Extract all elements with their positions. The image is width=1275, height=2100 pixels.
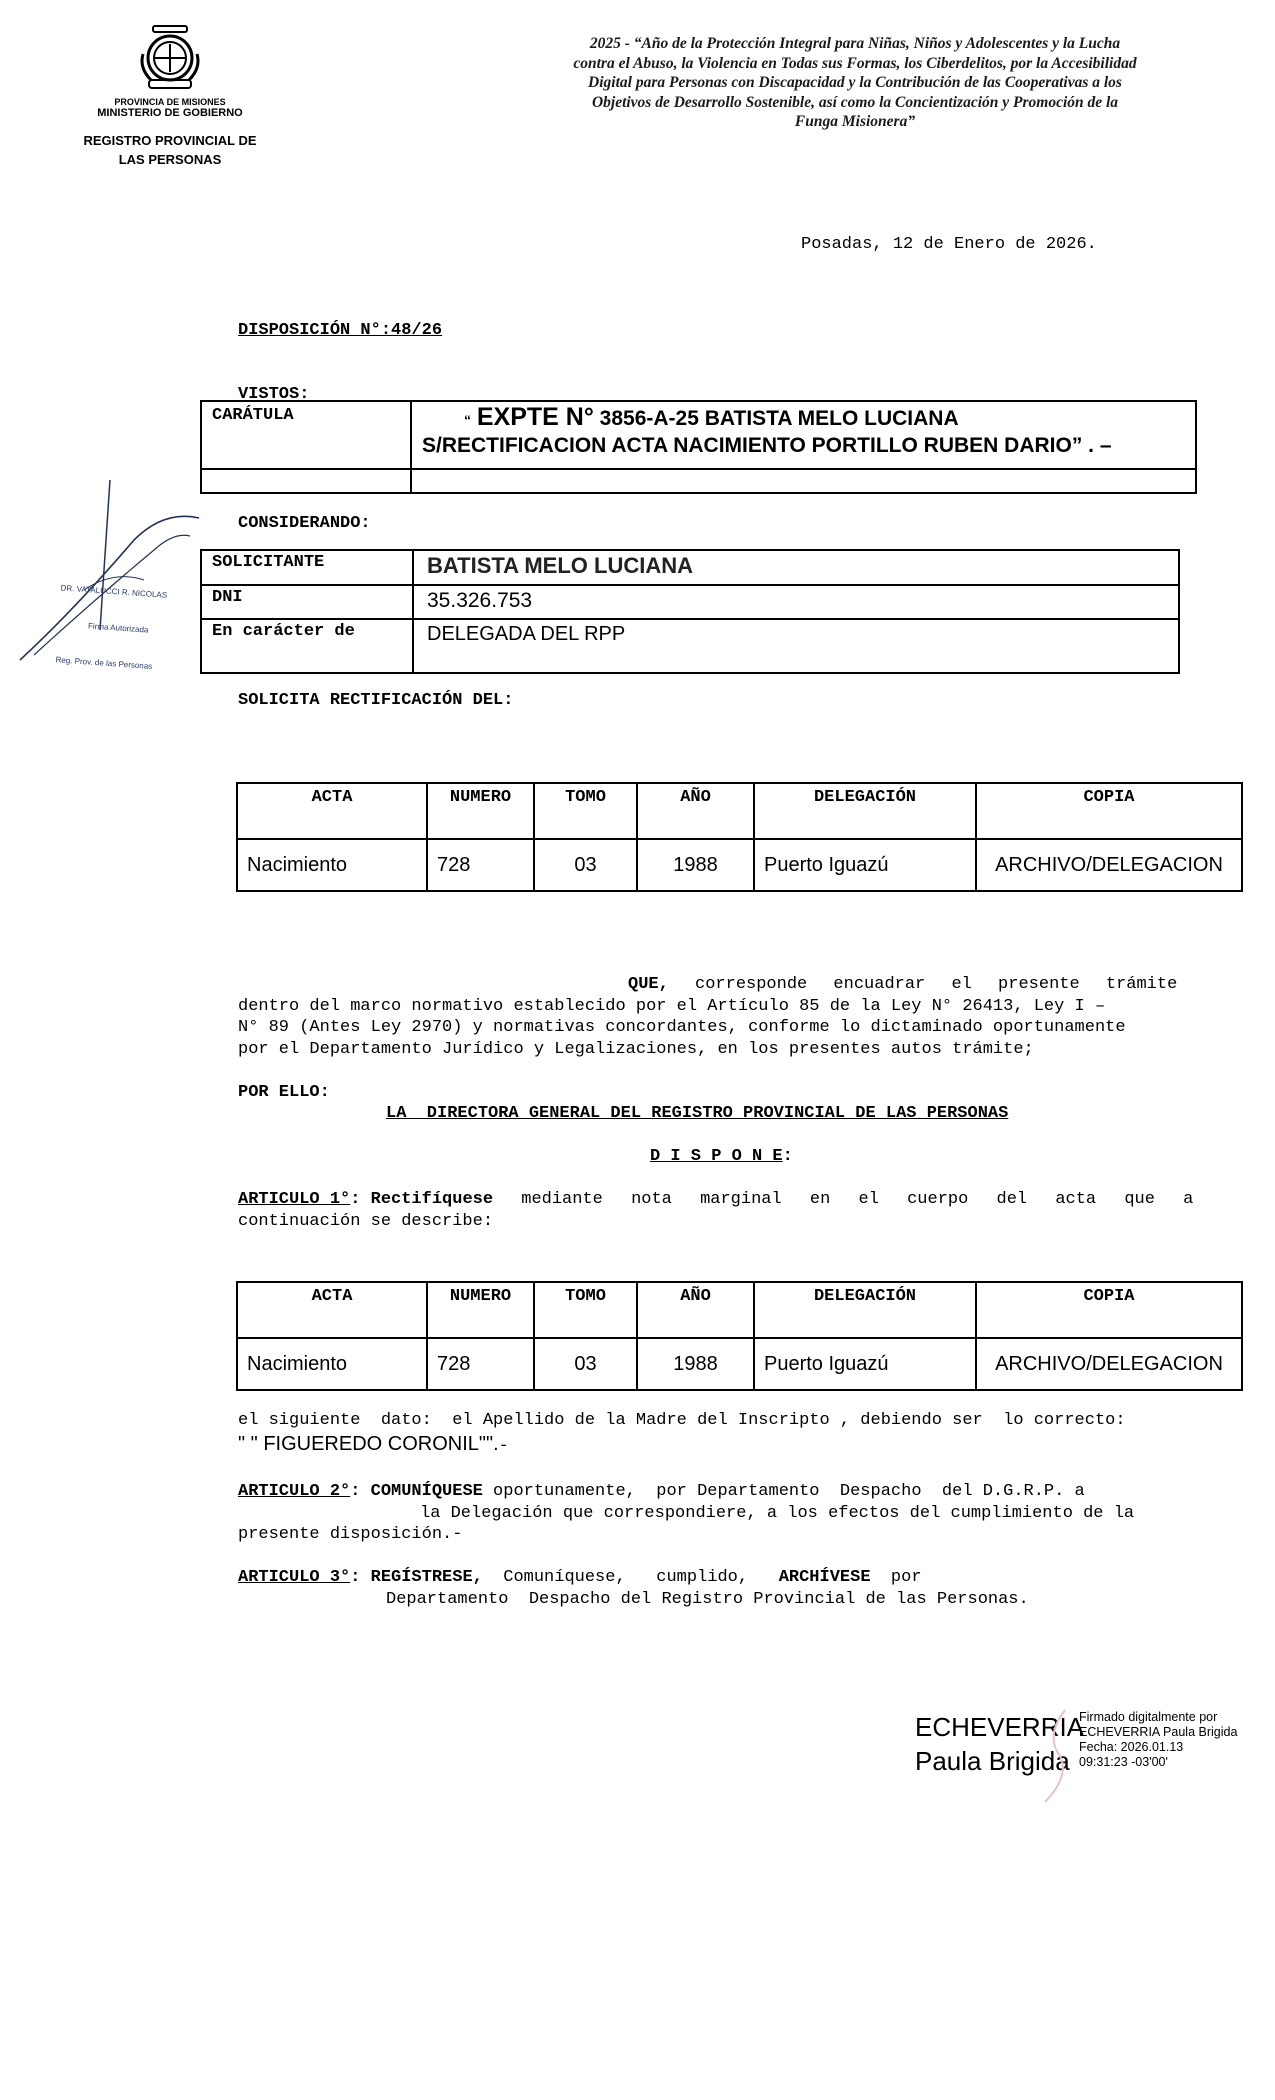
acta-table [236, 782, 1243, 892]
motto-line: Funga Misionera” [794, 113, 916, 130]
motto-line: contra el Abuso, la Violencia en Todas sus Formas, los Ciberdelitos, por la Accesibilidad [573, 54, 1137, 72]
acta-header-row [237, 1282, 1242, 1338]
acta-cell: Nacimiento [237, 839, 427, 891]
articulo-1-rest: mediante nota marginal en el cuerpo del acta que a [493, 1190, 1194, 1209]
articulo-1-line-1 [238, 1189, 1228, 1211]
articulo-2-line-2: la Delegación que correspondiere, a los efectos del cumplimiento de la [420, 1503, 1135, 1523]
acta-header: ACTA [237, 1282, 427, 1338]
table-row [237, 1338, 1242, 1390]
articulo-3-label: ARTICULO 3° [238, 1568, 351, 1587]
province-emblem-icon [135, 24, 205, 92]
considerando-label: CONSIDERANDO: [238, 514, 371, 533]
delegacion-cell: Puerto Iguazú [754, 1338, 976, 1390]
articulo-3-bold-1: REGÍSTRESE, [370, 1568, 483, 1587]
acta-header-row [237, 783, 1242, 839]
articulo-3-mid: Comuníquese, cumplido, [482, 1568, 779, 1587]
articulo-2-bold: COMUNÍQUESE [370, 1482, 483, 1501]
registry-line-2: LAS PERSONAS [118, 152, 222, 167]
articulo-2-rest: oportunamente, por Departamento Despacho del D.G.R.P. a [482, 1482, 1085, 1501]
table-row [237, 839, 1242, 891]
signature-detail-line: ECHEVERRIA Paula Brigida [1079, 1725, 1238, 1739]
province-name: PROVINCIA DE MISIONES [114, 97, 226, 107]
dispone-word: D I S P O N E [650, 1147, 783, 1166]
signature-detail-line: Fecha: 2026.01.13 [1079, 1740, 1184, 1754]
articulo-3-bold-2: ARCHÍVESE [778, 1568, 871, 1587]
delegacion-cell: Puerto Iguazú [754, 839, 976, 891]
signature-detail-line: Firmado digitalmente por [1079, 1710, 1218, 1724]
articulo-1-line-2: continuación se describe: [238, 1211, 494, 1231]
dato-line: el siguiente dato: el Apellido de la Madre del Inscripto , debiendo ser lo correcto: [238, 1411, 1126, 1430]
copia-cell: ARCHIVO/DELEGACION [976, 1338, 1242, 1390]
acta-table [236, 1281, 1243, 1391]
registry-name [70, 131, 270, 169]
articulo-1-bold: Rectifíquese [370, 1190, 494, 1209]
acta-header: ACTA [237, 783, 427, 839]
stamp-line-3: Reg. Prov. de las Personas [55, 655, 153, 671]
expte-rest: 3856-A-25 BATISTA MELO LUCIANA [599, 407, 959, 430]
digital-signature [915, 1706, 1245, 1796]
solicitante-table [200, 549, 1180, 674]
stamp-text [54, 558, 170, 697]
solicita-label: SOLICITA RECTIFICACIÓN DEL: [238, 691, 514, 710]
ministry-name: MINISTERIO DE GOBIERNO [97, 107, 243, 119]
articulo-2-label: ARTICULO 2° [238, 1482, 351, 1501]
caratula-label: CARÁTULA [201, 401, 411, 469]
acta-cell: Nacimiento [237, 1338, 427, 1390]
stamp-line-2: Firma Autorizada [87, 621, 149, 635]
year-motto [535, 34, 1175, 132]
signer-given-names: Paula Brigida [915, 1746, 1070, 1776]
articulo-3-colon: : [350, 1568, 371, 1587]
copia-header: COPIA [976, 1282, 1242, 1338]
articulo-3 [238, 1567, 1228, 1610]
que-line-3: N° 89 (Antes Ley 2970) y normativas concordantes, conforme lo dictaminado oportunamente [238, 1018, 1126, 1037]
solicitante-label: SOLICITANTE [201, 550, 413, 585]
anio-header: AÑO [637, 783, 754, 839]
que-line-4: por el Departamento Jurídico y Legalizaciones, en los presentes autos trámite; [238, 1039, 1034, 1059]
caracter-label: En carácter de [201, 619, 413, 673]
corrected-surname-suffix: - [498, 1437, 509, 1456]
articulo-3-end: por [870, 1568, 922, 1587]
tomo-cell: 03 [534, 839, 637, 891]
motto-line: Objetivos de Desarrollo Sostenible, así como la Concientización y Promoción de la [591, 93, 1119, 111]
que-bold: QUE, [628, 975, 669, 994]
numero-cell: 728 [427, 839, 534, 891]
articulo-2 [238, 1481, 1228, 1546]
stamp-line-1: DR. VATALUCCI R. NICOLAS [60, 583, 168, 600]
corrected-surname-value: " " FIGUEREDO CORONIL"". [238, 1433, 499, 1455]
signer-surname: ECHEVERRIA [915, 1712, 1085, 1742]
anio-header: AÑO [637, 1282, 754, 1338]
open-quote: “ [464, 412, 471, 428]
anio-cell: 1988 [637, 839, 754, 891]
vistos-label: VISTOS: [238, 385, 310, 404]
caratula-empty-cell [411, 469, 1196, 493]
articulo-1 [238, 1189, 1228, 1232]
directora-line: LA DIRECTORA GENERAL DEL REGISTRO PROVINCIAL DE LAS PERSONAS [386, 1104, 1009, 1123]
anio-cell: 1988 [637, 1338, 754, 1390]
caratula-line-2: S/RECTIFICACION ACTA NACIMIENTO PORTILLO RUBEN DARIO” . – [422, 434, 1112, 457]
tomo-cell: 03 [534, 1338, 637, 1390]
dispone-colon: : [782, 1147, 793, 1166]
articulo-3-line-2: Departamento Despacho del Registro Provincial de las Personas. [386, 1589, 1029, 1609]
expte-prefix: EXPTE N° [476, 403, 594, 431]
por-ello-label: POR ELLO: [238, 1083, 330, 1102]
caracter-value: DELEGADA DEL RPP [413, 619, 1179, 673]
que-line1-rest: corresponde encuadrar el presente trámite [668, 975, 1178, 994]
articulo-2-line-1 [238, 1481, 1228, 1503]
tomo-header: TOMO [534, 783, 637, 839]
articulo-1-label: ARTICULO 1° [238, 1190, 351, 1209]
caratula-line-1 [422, 405, 1185, 433]
que-line-2: dentro del marco normativo establecido por el Artículo 85 de la Ley N° 26413, Ley I – [238, 996, 1106, 1016]
header-logo-block [70, 24, 270, 169]
delegacion-header: DELEGACIÓN [754, 1282, 976, 1338]
signature-details [1079, 1710, 1237, 1770]
motto-line: 2025 - “Año de la Protección Integral para Niñas, Niños y Adolescentes y la Lucha [589, 35, 1121, 52]
que-paragraph [238, 974, 1228, 1060]
signature-detail-line: 09:31:23 -03'00' [1079, 1755, 1168, 1769]
dispone-heading [650, 1146, 793, 1168]
copia-header: COPIA [976, 783, 1242, 839]
articulo-2-colon: : [350, 1482, 371, 1501]
articulo-3-line-1 [238, 1567, 1228, 1589]
motto-line: Digital para Personas con Discapacidad y la Contribución de las Cooperativas a los [588, 74, 1122, 91]
registry-line-1: REGISTRO PROVINCIAL DE [83, 133, 257, 148]
articulo-1-colon: : [350, 1190, 371, 1209]
copia-cell: ARCHIVO/DELEGACION [976, 839, 1242, 891]
caratula-empty-cell [201, 469, 411, 493]
dni-label: DNI [201, 585, 413, 619]
articulo-2-line-3: presente disposición.- [238, 1525, 463, 1544]
dni-value: 35.326.753 [413, 585, 1179, 619]
solicitante-value: BATISTA MELO LUCIANA [413, 550, 1179, 585]
authorized-signature-stamp [14, 470, 214, 670]
date-line: Posadas, 12 de Enero de 2026. [801, 235, 1097, 254]
tomo-header: TOMO [534, 1282, 637, 1338]
numero-header: NUMERO [427, 1282, 534, 1338]
que-line-1 [238, 974, 1228, 996]
numero-header: NUMERO [427, 783, 534, 839]
signature-mark-icon [1025, 1706, 1085, 1806]
caratula-value [411, 401, 1196, 469]
delegacion-header: DELEGACIÓN [754, 783, 976, 839]
caratula-table [200, 400, 1197, 494]
dato-value-line [238, 1433, 509, 1456]
numero-cell: 728 [427, 1338, 534, 1390]
disposition-number: DISPOSICIÓN N°:48/26 [238, 321, 443, 340]
